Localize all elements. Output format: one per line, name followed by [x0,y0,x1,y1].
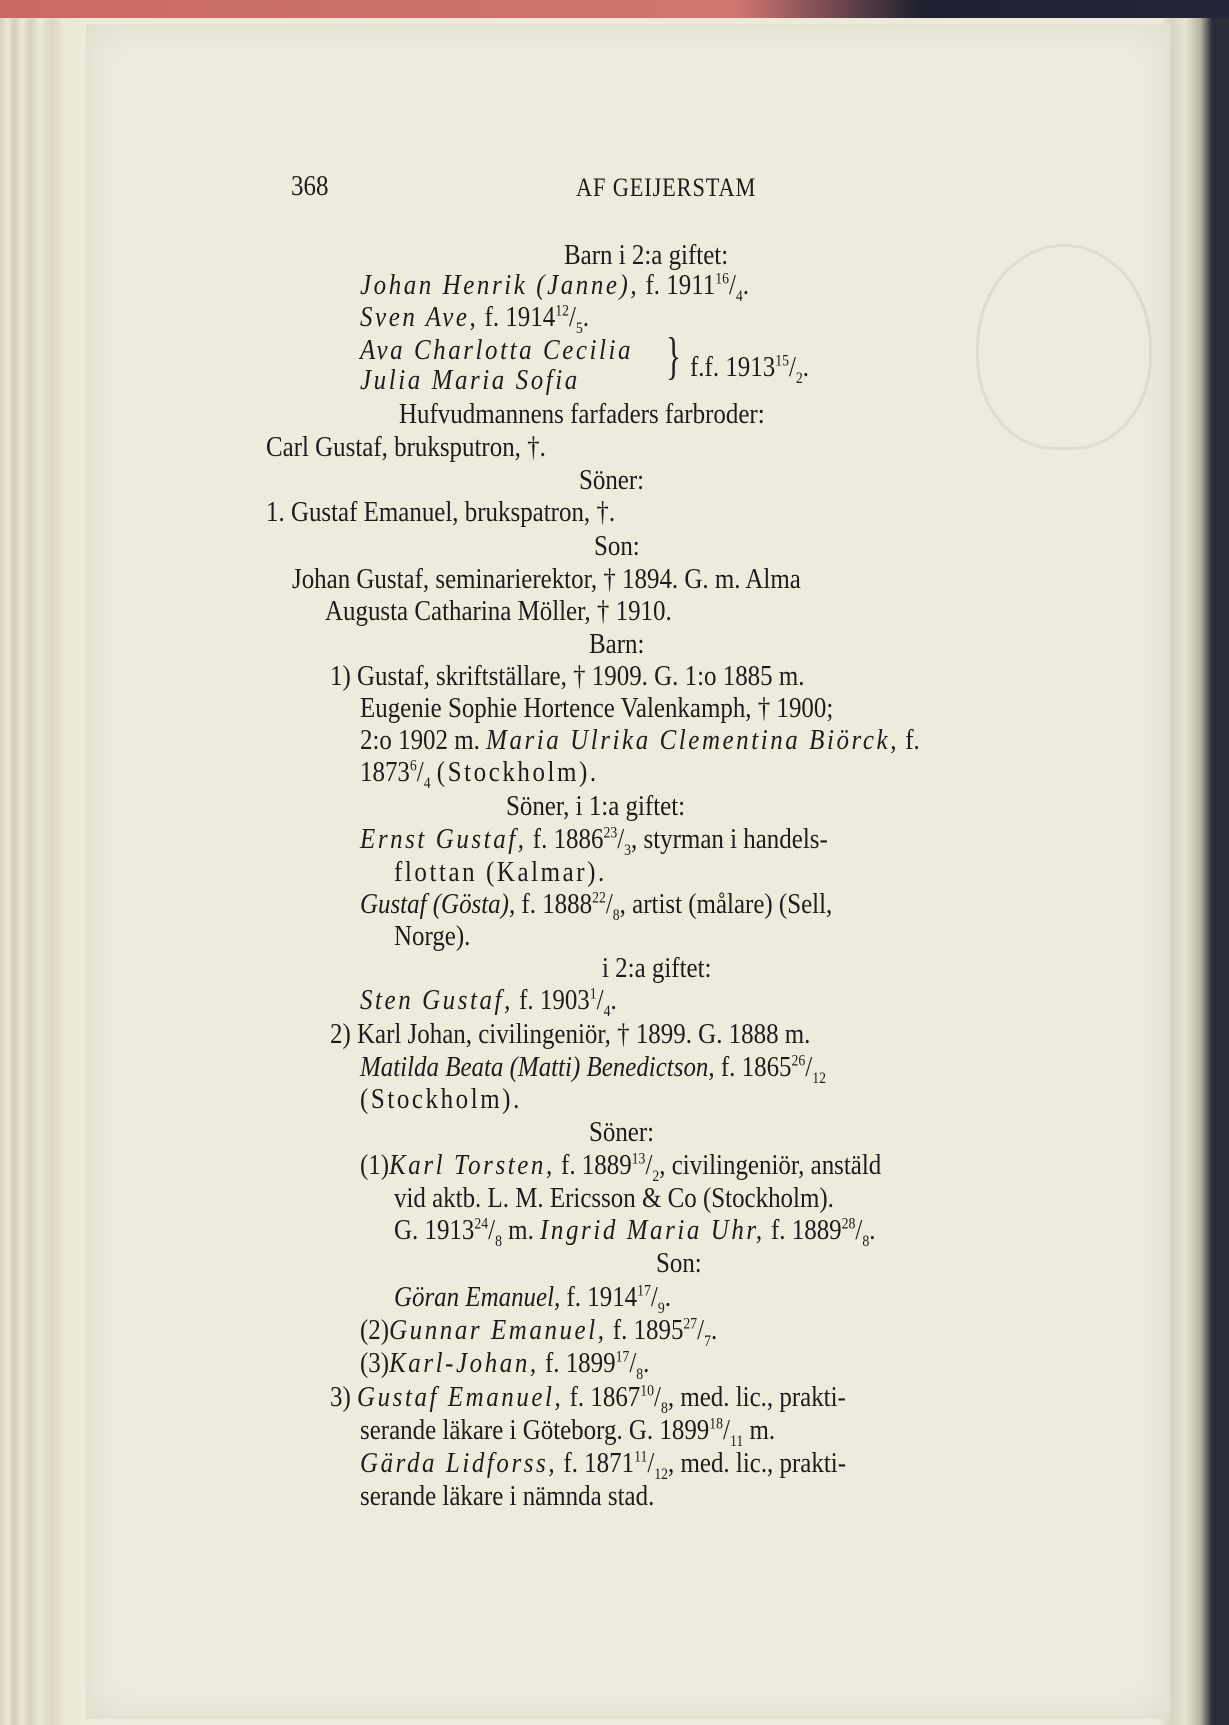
entry-karl-johan-3: (3)Karl-Johan, f. $1899^{17}/_8$. [360,1347,650,1383]
twin-brace: } [666,328,681,385]
heading-son-1: Son: [594,530,640,562]
entry-garda-lidforss: Gärda Lidforss, f. $1871^{11}/_{12}$, med. lic., prakti- [360,1447,847,1483]
entry-johan-henrik: Johan Henrik (Janne), f. $1911^{16}/_4$. [360,269,750,305]
page-number: 368 [291,170,329,202]
heading-son-2: Son: [656,1247,702,1279]
entry-1-gustaf-cont3: $1873^6/_4$ (Stockholm). [360,756,599,792]
bleed-through-emblem [976,244,1152,450]
entry-gunnar-emanuel: (2)Gunnar Emanuel, f. $1895^{27}/_7$. [360,1314,718,1350]
entry-carl-gustaf: Carl Gustaf, bruksputron, †. [266,431,546,463]
entry-2-karl-johan-cont2: (Stockholm). [360,1083,522,1115]
entry-gustaf-gosta-cont: Norge). [394,920,471,952]
entry-karl-torsten: (1)Karl Torsten, f. $1889^{13}/_2$, civilingeniör, anstäld [360,1149,882,1185]
entry-garda-lidforss-cont: serande läkare i nämnda stad. [360,1480,655,1512]
entry-sven-ave: Sven Ave, f. $1914^{12}/_5$. [360,301,590,337]
entry-3-gustaf-emanuel: 3) Gustaf Emanuel, f. $1867^{10}/_8$, med. lic., prakti- [330,1381,846,1417]
entry-gustaf-gosta: Gustaf (Gösta), f. $1888^{22}/_8$, artist (målare) (Sell, [360,888,833,924]
running-head: AF GEIJERSTAM [576,173,757,202]
entry-2-karl-johan: 2) Karl Johan, civilingeniör, † 1899. G. 1888 m. [330,1018,811,1050]
entry-karl-torsten-cont2: G. $1913^{24}/_8$ m. Ingrid Maria Uhr, f. $1889^{28}/_8$. [394,1214,876,1250]
heading-barn-2a-giftet: Barn i 2:a giftet: [564,239,729,271]
entry-ernst-gustaf-cont: flottan (Kalmar). [394,856,607,888]
entry-johan-gustaf: Johan Gustaf, seminarierektor, † 1894. G. m. Alma [292,563,801,595]
book-page [86,24,1170,1719]
entry-julia-maria: Julia Maria Sofia [360,364,580,396]
entry-1-gustaf-cont1: Eugenie Sophie Hortence Valenkamph, † 1900; [360,692,834,724]
heading-i-2a-giftet: i 2:a giftet: [602,952,712,984]
heading-barn: Barn: [589,628,645,660]
entry-gustaf-emanuel: 1. Gustaf Emanuel, brukspatron, †. [266,496,616,528]
entry-karl-torsten-cont1: vid aktb. L. M. Ericsson & Co (Stockholm). [394,1182,834,1214]
entry-ernst-gustaf: Ernst Gustaf, f. $1886^{23}/_3$, styrman i handels- [360,823,828,859]
heading-soner-2: Söner: [589,1116,655,1148]
entry-1-gustaf: 1) Gustaf, skriftställare, † 1909. G. 1:o 1885 m. [330,660,805,692]
entry-goran-emanuel: Göran Emanuel, f. $1914^{17}/_9$. [394,1281,671,1317]
entry-johan-gustaf-cont: Augusta Catharina Möller, † 1910. [325,595,672,627]
heading-farfaders-farbroder: Hufvudmannens farfaders farbroder: [399,398,765,430]
entry-2-karl-johan-cont1: Matilda Beata (Matti) Benedictson, f. $1865^{26}/_{12}$ [360,1051,826,1087]
heading-soner-1a-giftet: Söner, i 1:a giftet: [506,790,686,822]
heading-soner-1: Söner: [579,464,645,496]
entry-ava-charlotta: Ava Charlotta Cecilia [360,334,634,366]
twins-birth: f.f. $1913^{15}/_2$. [690,351,810,387]
entry-1-gustaf-cont2: 2:o 1902 m. Maria Ulrika Clementina Biörck, f. [360,724,920,756]
entry-3-gustaf-emanuel-cont1: serande läkare i Göteborg. G. $1899^{18}/_{11}$ m. [360,1414,776,1450]
entry-sten-gustaf: Sten Gustaf, f. $1903^1/_4$. [360,984,617,1020]
